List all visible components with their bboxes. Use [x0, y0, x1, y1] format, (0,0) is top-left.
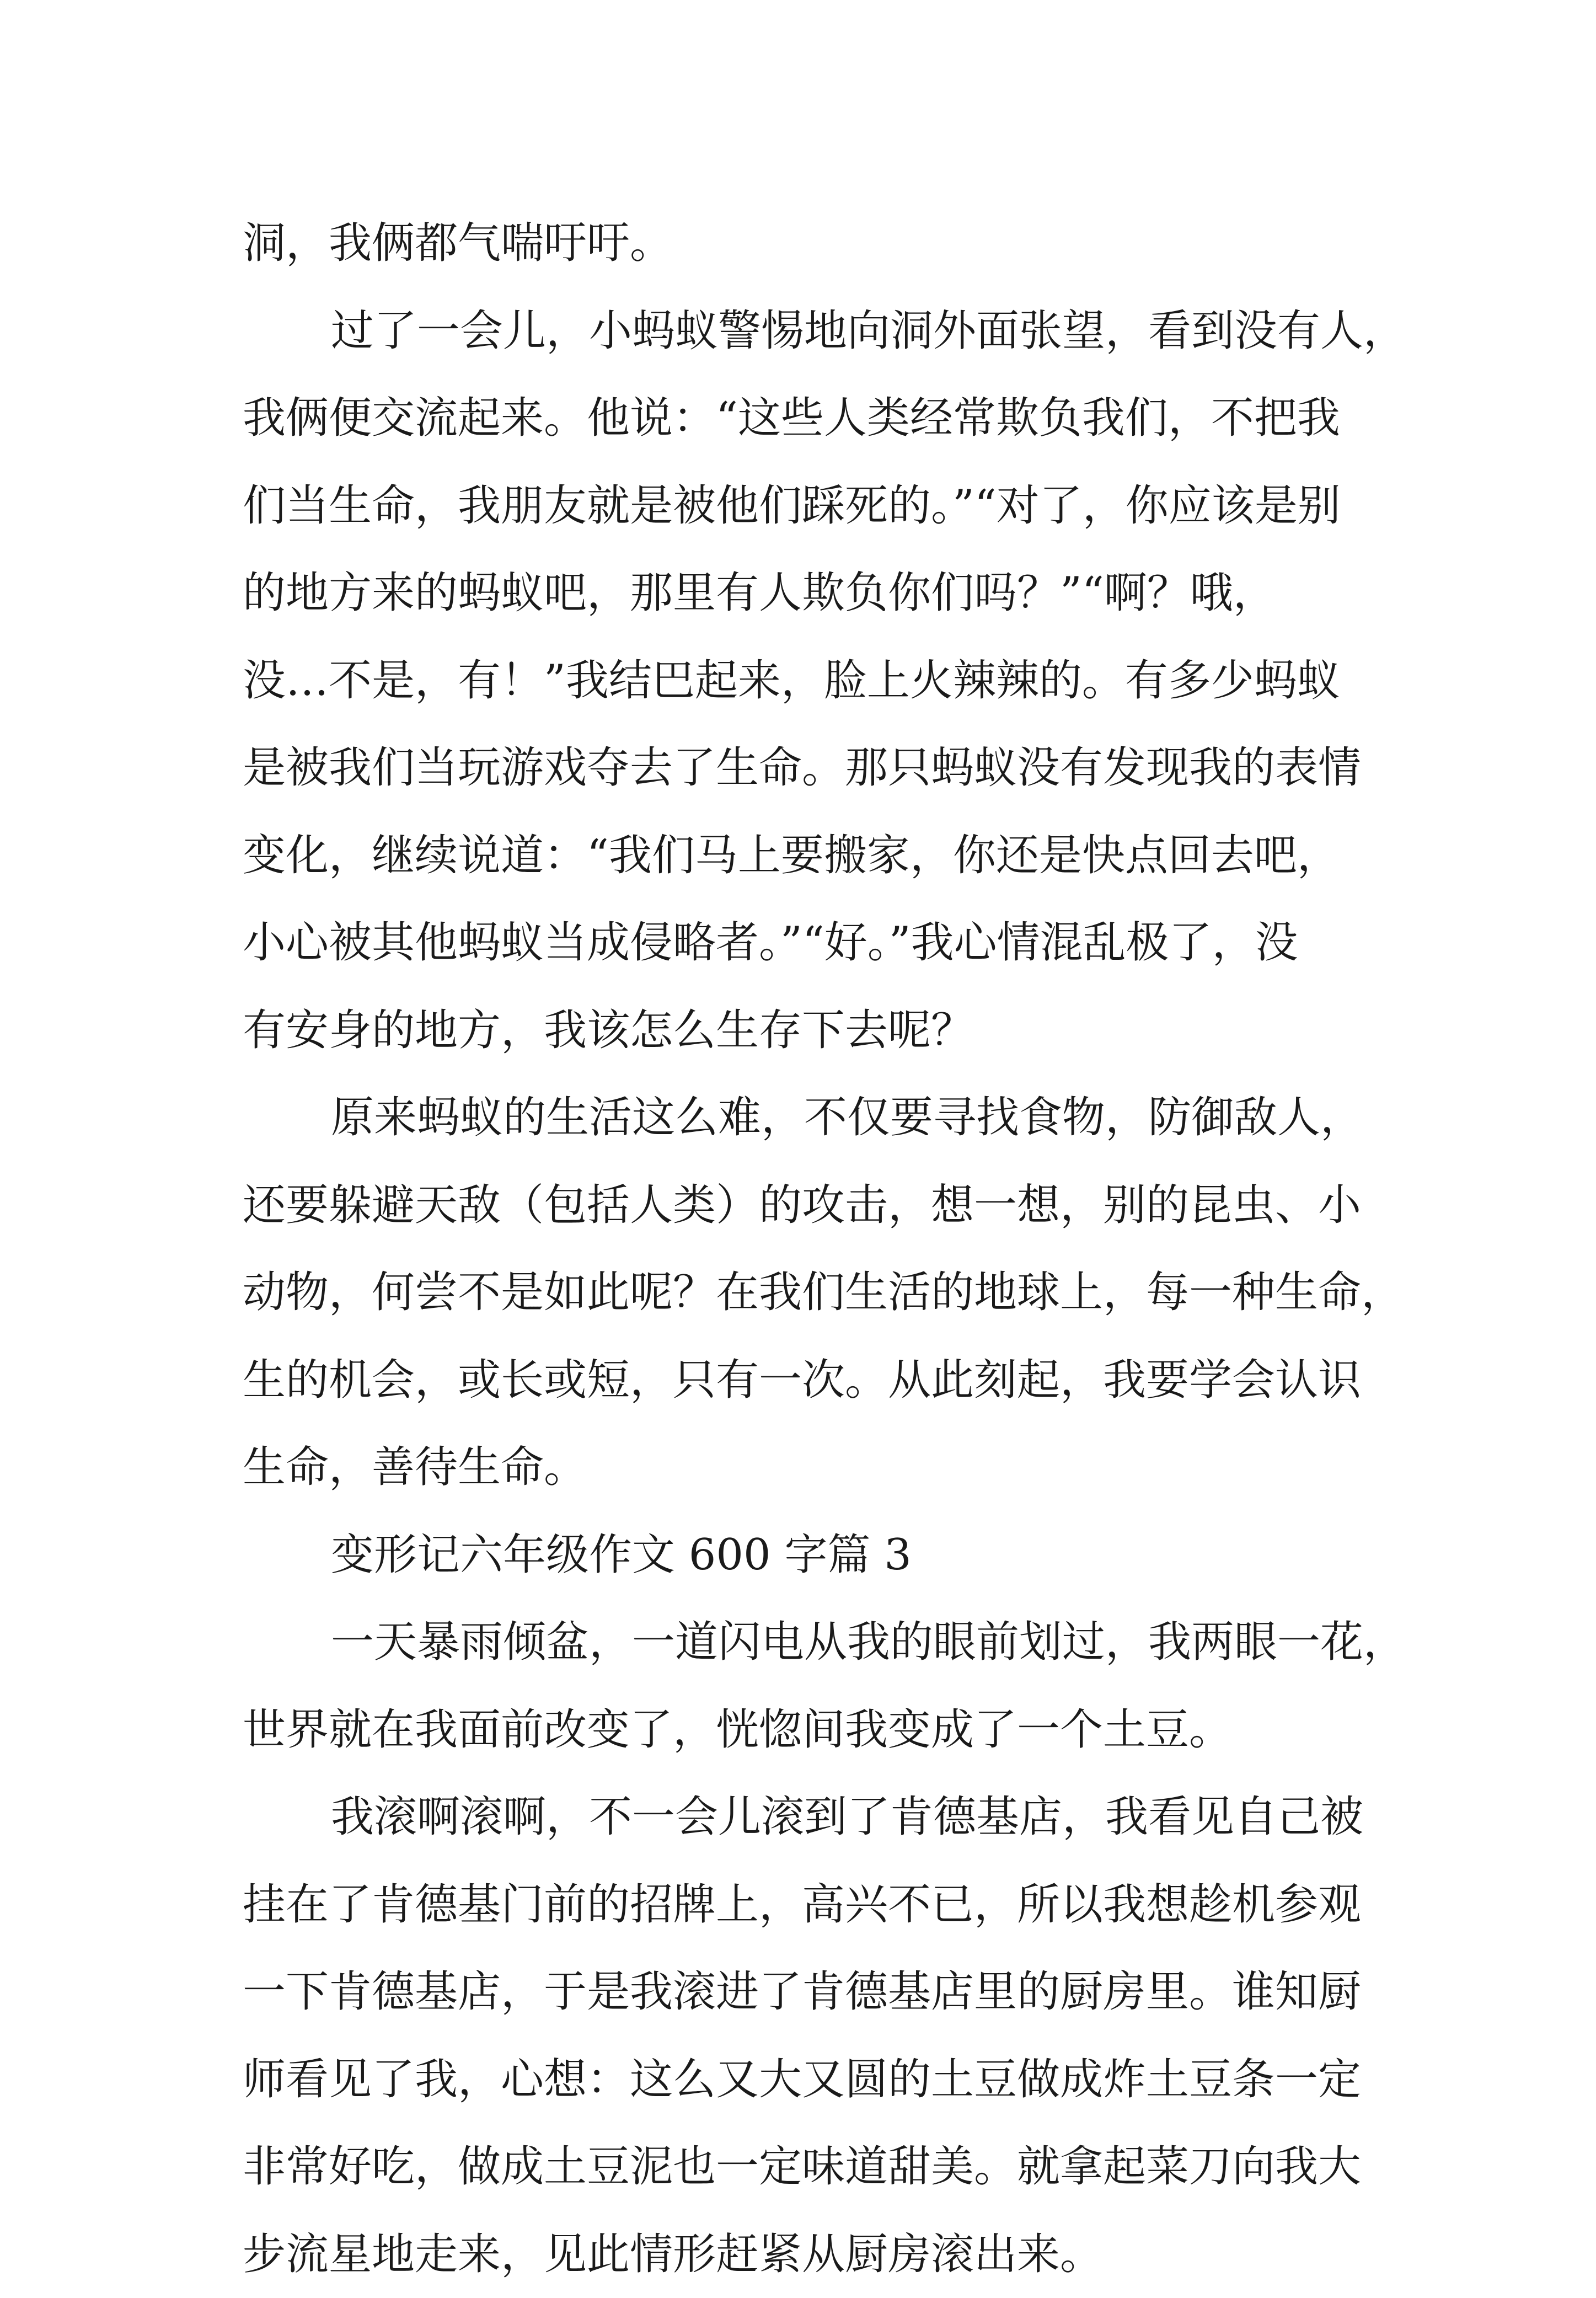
- text-line: 小心被其他蚂蚁当成侵略者。”“好。”我心情混乱极了，没: [243, 899, 1357, 987]
- paragraph-3: [243, 1074, 1357, 1511]
- text-line: 一天暴雨倾盆，一道闪电从我的眼前划过，我两眼一花，: [243, 1599, 1357, 1686]
- text-line: 非常好吃，做成土豆泥也一定味道甜美。就拿起菜刀向我大: [243, 2123, 1357, 2211]
- text-line: 师看见了我，心想：这么又大又圆的土豆做成炸土豆条一定: [243, 2036, 1357, 2124]
- text-line: 有安身的地方，我该怎么生存下去呢？: [243, 987, 1357, 1075]
- text-line: 洞，我俩都气喘吁吁。: [243, 200, 1357, 287]
- text-line: 我俩便交流起来。他说：“这些人类经常欺负我们，不把我: [243, 375, 1357, 462]
- document-body: [243, 200, 1357, 2298]
- text-line: 变化，继续说道：“我们马上要搬家，你还是快点回去吧，: [243, 812, 1357, 900]
- heading-text: 变形记六年级作文 600 字篇 3: [243, 1511, 1357, 1599]
- text-line: 的地方来的蚂蚁吧，那里有人欺负你们吗？”“啊？哦，: [243, 549, 1357, 637]
- text-line: 动物，何尝不是如此呢？在我们生活的地球上，每一种生命，: [243, 1249, 1357, 1337]
- text-line: 原来蚂蚁的生活这么难，不仅要寻找食物，防御敌人，: [243, 1074, 1357, 1162]
- text-line: 过了一会儿，小蚂蚁警惕地向洞外面张望，看到没有人，: [243, 287, 1357, 375]
- text-line: 生命，善待生命。: [243, 1424, 1357, 1511]
- text-line: 一下肯德基店，于是我滚进了肯德基店里的厨房里。谁知厨: [243, 1948, 1357, 2036]
- text-line: 挂在了肯德基门前的招牌上，高兴不已，所以我想趁机参观: [243, 1861, 1357, 1949]
- text-line: 还要躲避天敌（包括人类）的攻击，想一想，别的昆虫、小: [243, 1162, 1357, 1249]
- text-line: 们当生命，我朋友就是被他们踩死的。”“对了，你应该是别: [243, 462, 1357, 550]
- paragraph-1: [243, 200, 1357, 287]
- text-line: 我滚啊滚啊，不一会儿滚到了肯德基店，我看见自己被: [243, 1773, 1357, 1861]
- paragraph-5: [243, 1773, 1357, 2298]
- section-heading: [243, 1511, 1357, 1599]
- paragraph-4: [243, 1599, 1357, 1773]
- text-line: 是被我们当玩游戏夺去了生命。那只蚂蚁没有发现我的表情: [243, 724, 1357, 812]
- text-line: 没…不是，有！”我结巴起来，脸上火辣辣的。有多少蚂蚁: [243, 637, 1357, 725]
- text-line: 世界就在我面前改变了，恍惚间我变成了一个土豆。: [243, 1686, 1357, 1774]
- text-line: 步流星地走来，见此情形赶紧从厨房滚出来。: [243, 2211, 1357, 2298]
- paragraph-2: [243, 287, 1357, 1075]
- text-line: 生的机会，或长或短，只有一次。从此刻起，我要学会认识: [243, 1337, 1357, 1424]
